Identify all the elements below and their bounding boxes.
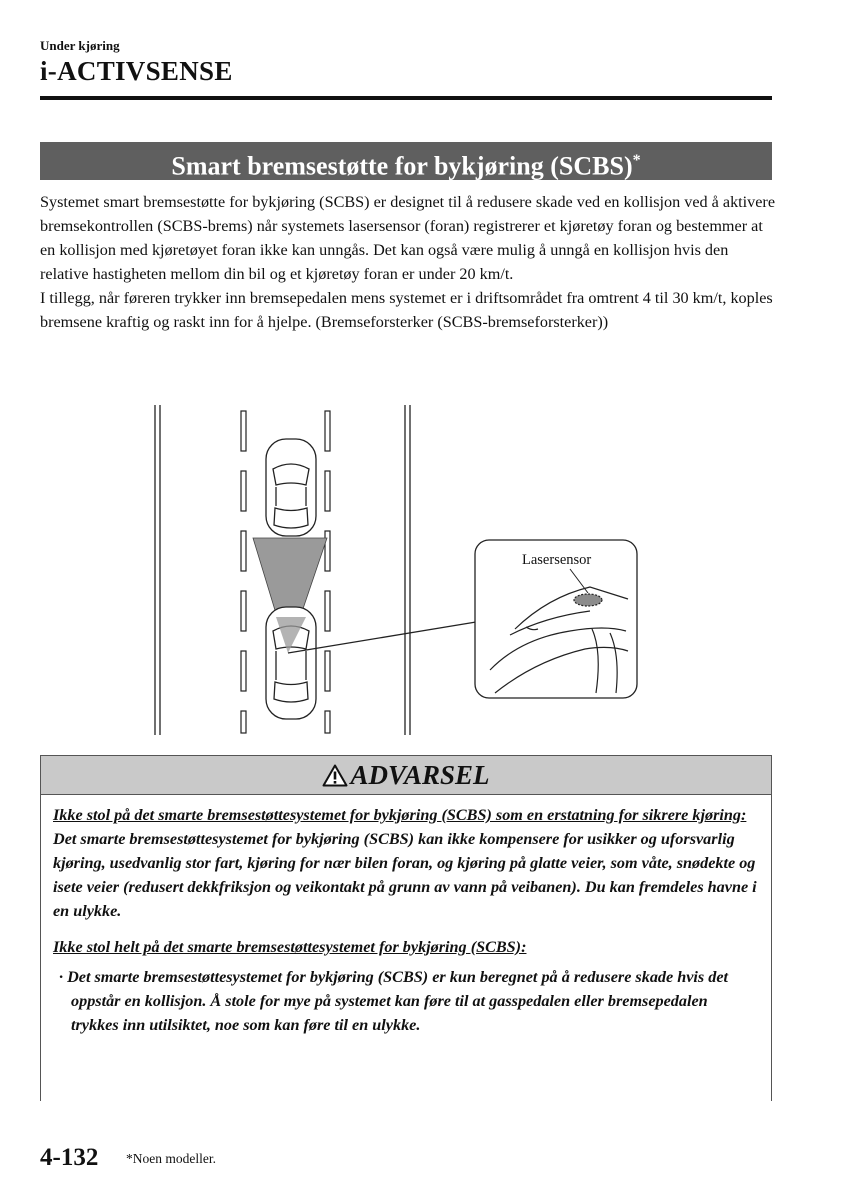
laser-sensor-icon <box>574 594 602 606</box>
front-car <box>266 439 316 536</box>
footnote: *Noen modeller. <box>126 1151 216 1166</box>
header-divider <box>40 96 772 100</box>
warning-heading-2: Ikke stol helt på det smarte bremsestøttesystemet for bykjøring (SCBS): <box>53 938 527 956</box>
intro-paragraph-1: Systemet smart bremsestøtte for bykjøring (SCBS) er designet til å redusere skade ved en kollisjon ved å aktivere bremsekontrollen (SCBS-brems) når systemets lasersensor (foran) registrerer et kjøretøy foran og bestemmer at en kollisjon med kjøretøyet foran ikke kan unngås. Det kan også være mulig å unngå en kollisjon hvis den relative hastigheten mellom din bil og et kjøretøy foran er under 20 km/t. <box>40 193 776 283</box>
chapter-title: i-ACTIVSENSE <box>40 56 233 86</box>
warning-header <box>41 756 771 795</box>
warning-heading-1: Ikke stol på det smarte bremsestøttesystemet for bykjøring (SCBS) som en erstatning for sikrere kjøring: <box>53 806 747 824</box>
warning-title: ADVARSEL <box>350 760 490 790</box>
section-label: Under kjøring <box>40 38 120 53</box>
warning-triangle-icon <box>322 764 348 787</box>
section-title: Smart bremsestøtte for bykjøring (SCBS) <box>171 151 633 181</box>
footnote-marker: * <box>632 152 641 169</box>
callout-label: Lasersensor <box>522 552 592 568</box>
warning-body <box>41 795 771 1037</box>
warning-text-1: Det smarte bremsestøttesystemet for bykjøring (SCBS) kan ikke kompensere for usikker og uforsvarlig kjøring, usedvanlig stor fart, kjøring for nær bilen foran, og kjøring på glatte veier, som våte, snødekte og isete veier (redusert dekkfriksjon og veikontakt på grunn av vann på veibanen). Du kan fremdeles havne i en ulykke. <box>53 830 757 920</box>
intro-text <box>40 190 780 334</box>
intro-paragraph-2: I tillegg, når føreren trykker inn bremsepedalen mens systemet er i driftsområdet fra omtrent 4 til 30 km/t, koples bremsene kraftig og raskt inn for å hjelpe. (Bremseforsterker (SCBS-bremseforsterker)) <box>40 289 773 331</box>
warning-bullet-1: · Det smarte bremsestøttesystemet for bykjøring (SCBS) er kun beregnet på å redusere skade hvis det oppstår en kollisjon. Å stole for mye på systemet kan føre til at gasspedalen eller bremsepedalen trykkes inn utilsiktet, noe som kan føre til en ulykke. <box>59 968 729 1034</box>
road-edge-left <box>155 405 160 735</box>
warning-box <box>40 755 772 1101</box>
page-number: 4-132 <box>40 1144 99 1171</box>
road-edge-right <box>405 405 410 735</box>
section-title-bar <box>40 142 772 180</box>
scbs-illustration <box>150 405 640 735</box>
